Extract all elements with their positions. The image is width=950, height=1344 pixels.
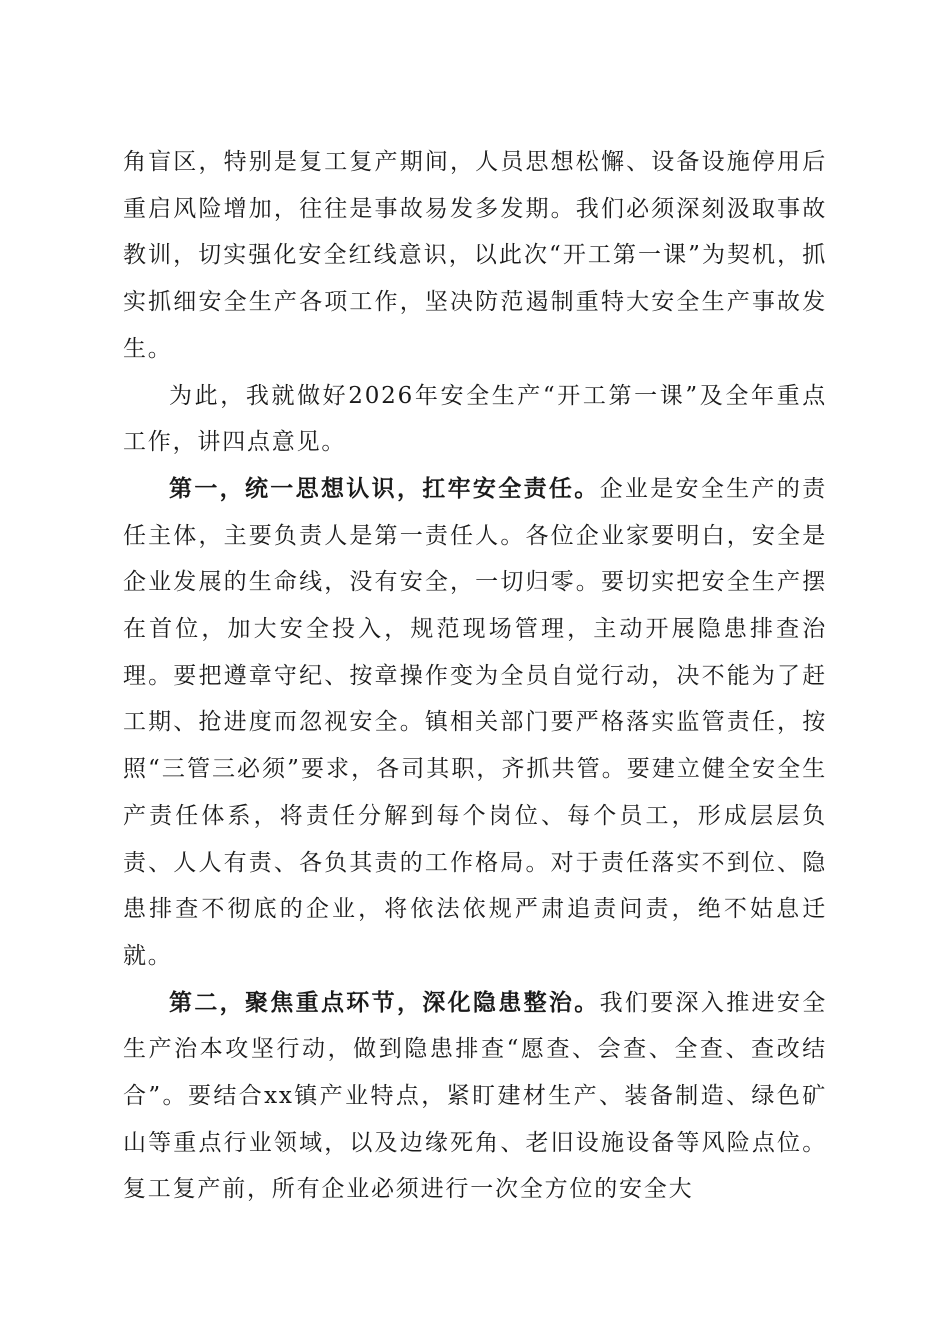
document-body — [123, 139, 827, 1213]
paragraph-2-text: 为此，我就做好2026年安全生产“开工第一课”及全年重点工作，讲四点意见。 — [123, 382, 827, 456]
paragraph-4-text: 我们要深入推进安全生产治本攻坚行动，做到隐患排查“愿查、会查、全查、查改结合”。要结合xx镇产业特点，紧盯建材生产、装备制造、绿色矿山等重点行业领域，以及边缘死角、老旧设施设备等风险点位。复工复产前，所有企业必须进行一次全方位的安全大 — [123, 989, 827, 1203]
paragraph-3-heading: 第一，统一思想认识，扛牢安全责任。 — [169, 474, 600, 502]
paragraph-3-text: 企业是安全生产的责任主体，主要负责人是第一责任人。各位企业家要明白，安全是企业发展的生命线，没有安全，一切归零。要切实把安全生产摆在首位，加大安全投入，规范现场管理，主动开展隐患排查治理。要把遵章守纪、按章操作变为全员自觉行动，决不能为了赶工期、抢进度而忽视安全。镇相关部门要严格落实监管责任，按照“三管三必须”要求，各司其职，齐抓共管。要建立健全安全生产责任体系，将责任分解到每个岗位、每个员工，形成层层负责、人人有责、各负其责的工作格局。对于责任落实不到位、隐患排查不彻底的企业，将依法依规严肃追责问责，绝不姑息迁就。 — [123, 475, 827, 969]
paragraph-4-heading: 第二，聚焦重点环节，深化隐患整治。 — [169, 988, 600, 1016]
paragraph-1 — [123, 139, 827, 373]
paragraph-4 — [123, 980, 827, 1214]
paragraph-2 — [123, 373, 827, 466]
paragraph-3 — [123, 466, 827, 980]
paragraph-1-text: 角盲区，特别是复工复产期间，人员思想松懈、设备设施停用后重启风险增加，往往是事故易发多发期。我们必须深刻汲取事故教训，切实强化安全红线意识，以此次“开工第一课”为契机，抓实抓细安全生产各项工作，坚决防范遏制重特大安全生产事故发生。 — [123, 149, 827, 362]
